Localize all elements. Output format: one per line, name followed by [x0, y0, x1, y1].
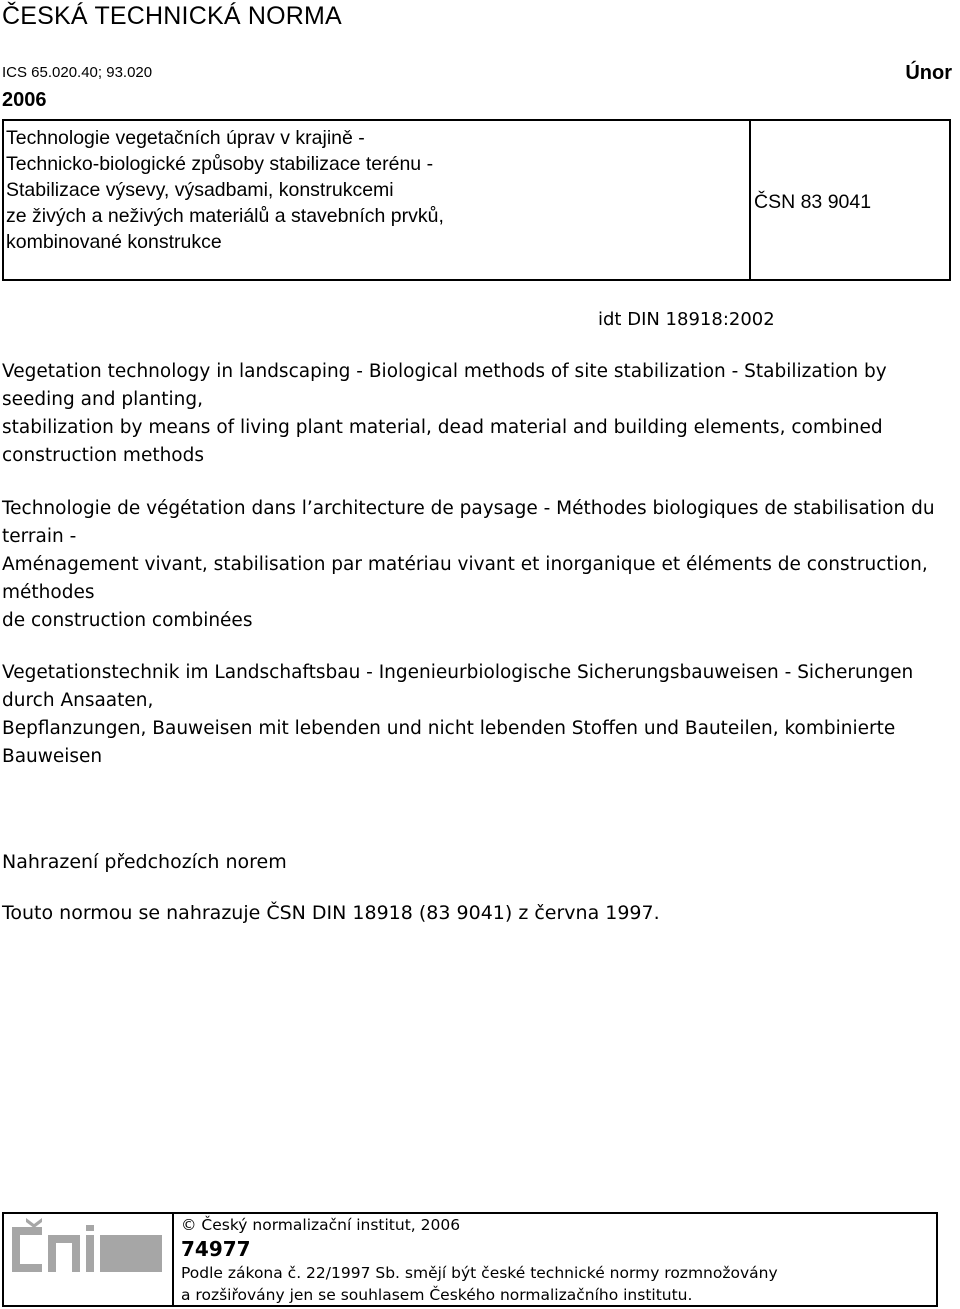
german-title-line: Bepflanzungen, Bauweisen mit lebenden und nicht lebenden Stoffen und Bauteilen, kombinierte: [2, 718, 896, 739]
identical-standard: idt DIN 18918:2002: [598, 309, 775, 330]
french-title-line: Technologie de végétation dans l’architecture de paysage - Méthodes biologiques de stabilisation du: [2, 498, 935, 519]
copyright-notice: © Český normalizační institut, 2006: [181, 1216, 461, 1234]
english-title: [2, 358, 960, 470]
replacement-text: Touto normou se nahrazuje ČSN DIN 18918 (83 9041) z června 1997.: [2, 902, 660, 924]
french-title-line: Aménagement vivant, stabilisation par matériau vivant et inorganique et éléments de construction,: [2, 554, 928, 575]
german-title-line: Vegetationstechnik im Landschaftsbau - Ingenieurbiologische Sicherungsbauweisen - Sicherungen: [2, 662, 914, 683]
english-title-line: construction methods: [2, 445, 205, 466]
english-title-line: Vegetation technology in landscaping - Biological methods of site stabilization - Stabilization by: [2, 361, 887, 382]
czech-title: [4, 121, 751, 279]
issue-month: Únor: [905, 62, 952, 84]
german-title-line: Bauweisen: [2, 746, 103, 767]
legal-notice-line: Podle zákona č. 22/1997 Sb. smějí být české technické normy rozmnožovány: [181, 1264, 778, 1282]
legal-notice-line: a rozšiřovány jen se souhlasem Českého normalizačního institutu.: [181, 1286, 693, 1304]
french-title-line: terrain -: [2, 526, 77, 547]
cni-logo-icon: [4, 1214, 170, 1305]
czech-title-line: kombinované konstrukce: [6, 231, 222, 253]
french-title: [2, 495, 960, 635]
czech-title-line: Stabilizace výsevy, výsadbami, konstrukcemi: [6, 179, 394, 201]
standard-code: ČSN 83 9041: [754, 191, 872, 213]
title-box: [2, 119, 951, 281]
english-title-line: seeding and planting,: [2, 389, 204, 410]
replacement-heading: Nahrazení předchozích norem: [2, 851, 287, 873]
issue-year: 2006: [2, 89, 47, 111]
french-title-line: méthodes: [2, 582, 95, 603]
publisher-info: [176, 1214, 936, 1305]
footer-box: [2, 1212, 938, 1307]
ics-classification: ICS 65.020.40; 93.020: [2, 64, 153, 81]
english-title-line: stabilization by means of living plant material, dead material and building elements, combined: [2, 417, 883, 438]
czech-title-line: Technicko-biologické způsoby stabilizace terénu -: [6, 153, 434, 175]
czech-title-line: ze živých a neživých materiálů a stavebních prvků,: [6, 205, 444, 227]
german-title: [2, 659, 960, 771]
standard-code-cell: [753, 121, 949, 279]
german-title-line: durch Ansaaten,: [2, 690, 154, 711]
document-type-title: ČESKÁ TECHNICKÁ NORMA: [2, 2, 342, 30]
french-title-line: de construction combinées: [2, 610, 253, 631]
czech-title-line: Technologie vegetačních úprav v krajině -: [6, 127, 365, 149]
catalog-number: 74977: [181, 1237, 251, 1261]
cni-logo-cell: [4, 1214, 174, 1305]
